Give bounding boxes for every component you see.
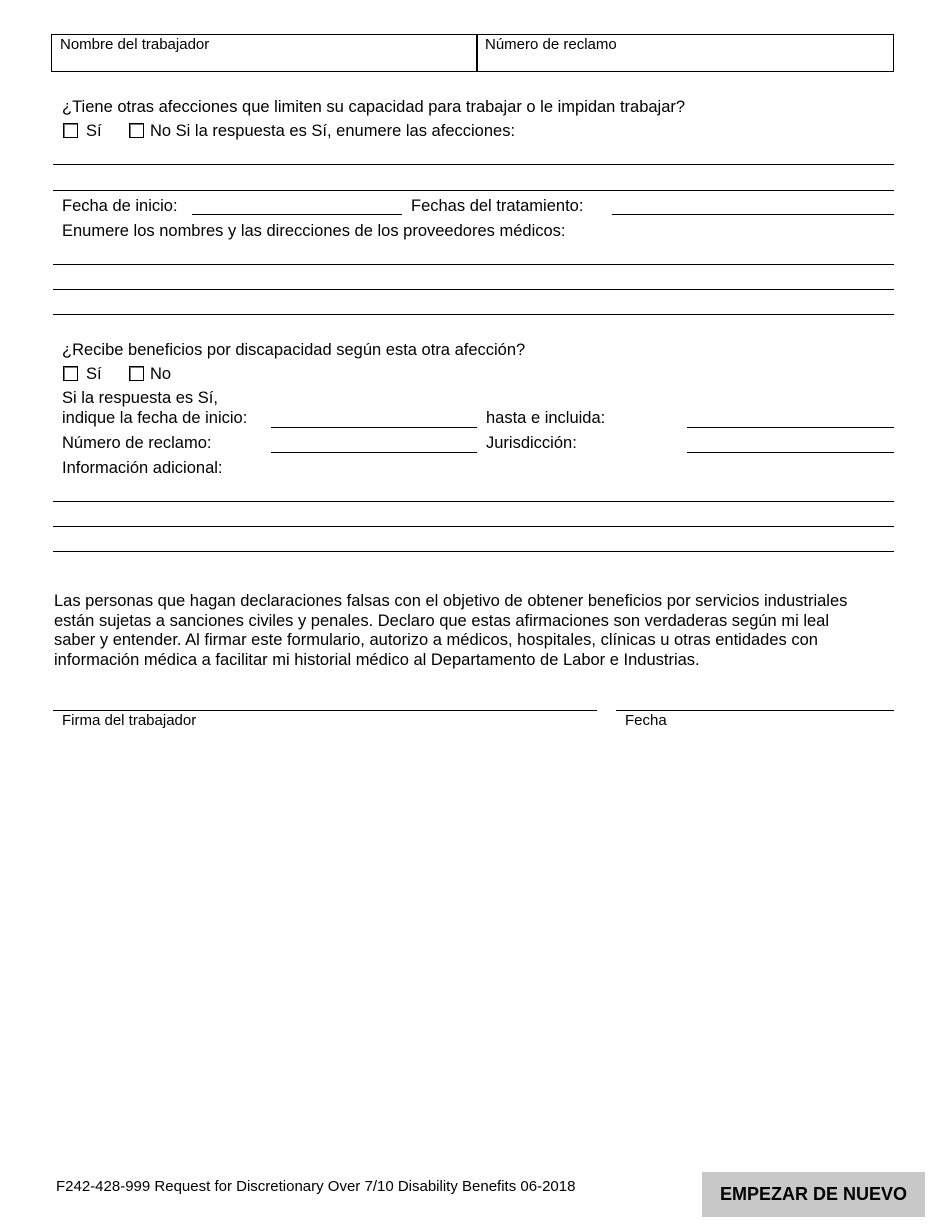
providers-line-2[interactable] <box>53 289 894 290</box>
providers-label: Enumere los nombres y las direcciones de los proveedores médicos: <box>62 222 566 240</box>
conditions-list-line-1[interactable] <box>53 164 894 165</box>
claim-number-field[interactable] <box>476 34 894 72</box>
benefits-no-checkbox[interactable] <box>129 366 144 381</box>
jurisdiction-label: Jurisdicción: <box>486 434 577 452</box>
conditions-yes-checkbox[interactable] <box>63 123 78 138</box>
jurisdiction-line[interactable] <box>687 452 894 453</box>
signature-date-line[interactable] <box>616 710 894 711</box>
treatment-dates-line[interactable] <box>612 214 894 215</box>
worker-name-field[interactable] <box>51 34 478 72</box>
start-date-label: Fecha de inicio: <box>62 197 178 215</box>
signature-date-label: Fecha <box>625 712 667 729</box>
claim-number-label: Número de reclamo <box>485 36 617 53</box>
conditions-yes-label: Sí <box>86 122 102 140</box>
if-yes-label-line2: indique la fecha de inicio: <box>62 409 248 427</box>
additional-info-line-3[interactable] <box>53 551 894 552</box>
declaration-paragraph <box>54 592 899 670</box>
through-label: hasta e incluida: <box>486 409 606 427</box>
benefits-no-label: No <box>150 365 172 383</box>
benefits-yes-checkbox[interactable] <box>63 366 78 381</box>
worker-signature-line[interactable] <box>53 710 597 711</box>
additional-info-label: Información adicional: <box>62 459 223 477</box>
benefits-yes-label: Sí <box>86 365 102 383</box>
treatment-dates-label: Fechas del tratamiento: <box>411 197 584 215</box>
benefits-question: ¿Recibe beneficios por discapacidad según esta otra afección? <box>62 341 526 359</box>
providers-line-3[interactable] <box>53 314 894 315</box>
benefits-start-date-line[interactable] <box>271 427 477 428</box>
additional-info-line-2[interactable] <box>53 526 894 527</box>
benefits-claim-number-line[interactable] <box>271 452 477 453</box>
if-yes-label-line1: Si la respuesta es Sí, <box>62 389 218 407</box>
conditions-no-checkbox[interactable] <box>129 123 144 138</box>
worker-signature-label: Firma del trabajador <box>62 712 197 729</box>
additional-info-line-1[interactable] <box>53 501 894 502</box>
worker-name-label: Nombre del trabajador <box>60 36 210 53</box>
declaration-line-4: información médica a facilitar mi historial médico al Departamento de Labor e Industrias. <box>54 650 700 669</box>
conditions-no-label: No Si la respuesta es Sí, enumere las afecciones: <box>150 122 516 140</box>
declaration-line-3: saber y entender. Al firmar este formulario, autorizo a médicos, hospitales, clínicas u otras entidades con <box>54 631 818 649</box>
form-id: F242-428-999 Request for Discretionary Over 7/10 Disability Benefits 06-2018 <box>56 1178 576 1195</box>
providers-line-1[interactable] <box>53 264 894 265</box>
conditions-list-line-2[interactable] <box>53 190 894 191</box>
through-date-line[interactable] <box>687 427 894 428</box>
declaration-line-1: Las personas que hagan declaraciones falsas con el objetivo de obtener beneficios por servicios industriales <box>54 592 848 610</box>
benefits-claim-number-label: Número de reclamo: <box>62 434 212 452</box>
start-date-line[interactable] <box>192 214 402 215</box>
other-conditions-question: ¿Tiene otras afecciones que limiten su capacidad para trabajar o le impidan trabajar? <box>62 98 686 116</box>
reset-button[interactable]: EMPEZAR DE NUEVO <box>702 1172 925 1217</box>
declaration-line-2: están sujetas a sanciones civiles y penales. Declaro que estas afirmaciones son verdaderas según mi leal <box>54 611 830 630</box>
